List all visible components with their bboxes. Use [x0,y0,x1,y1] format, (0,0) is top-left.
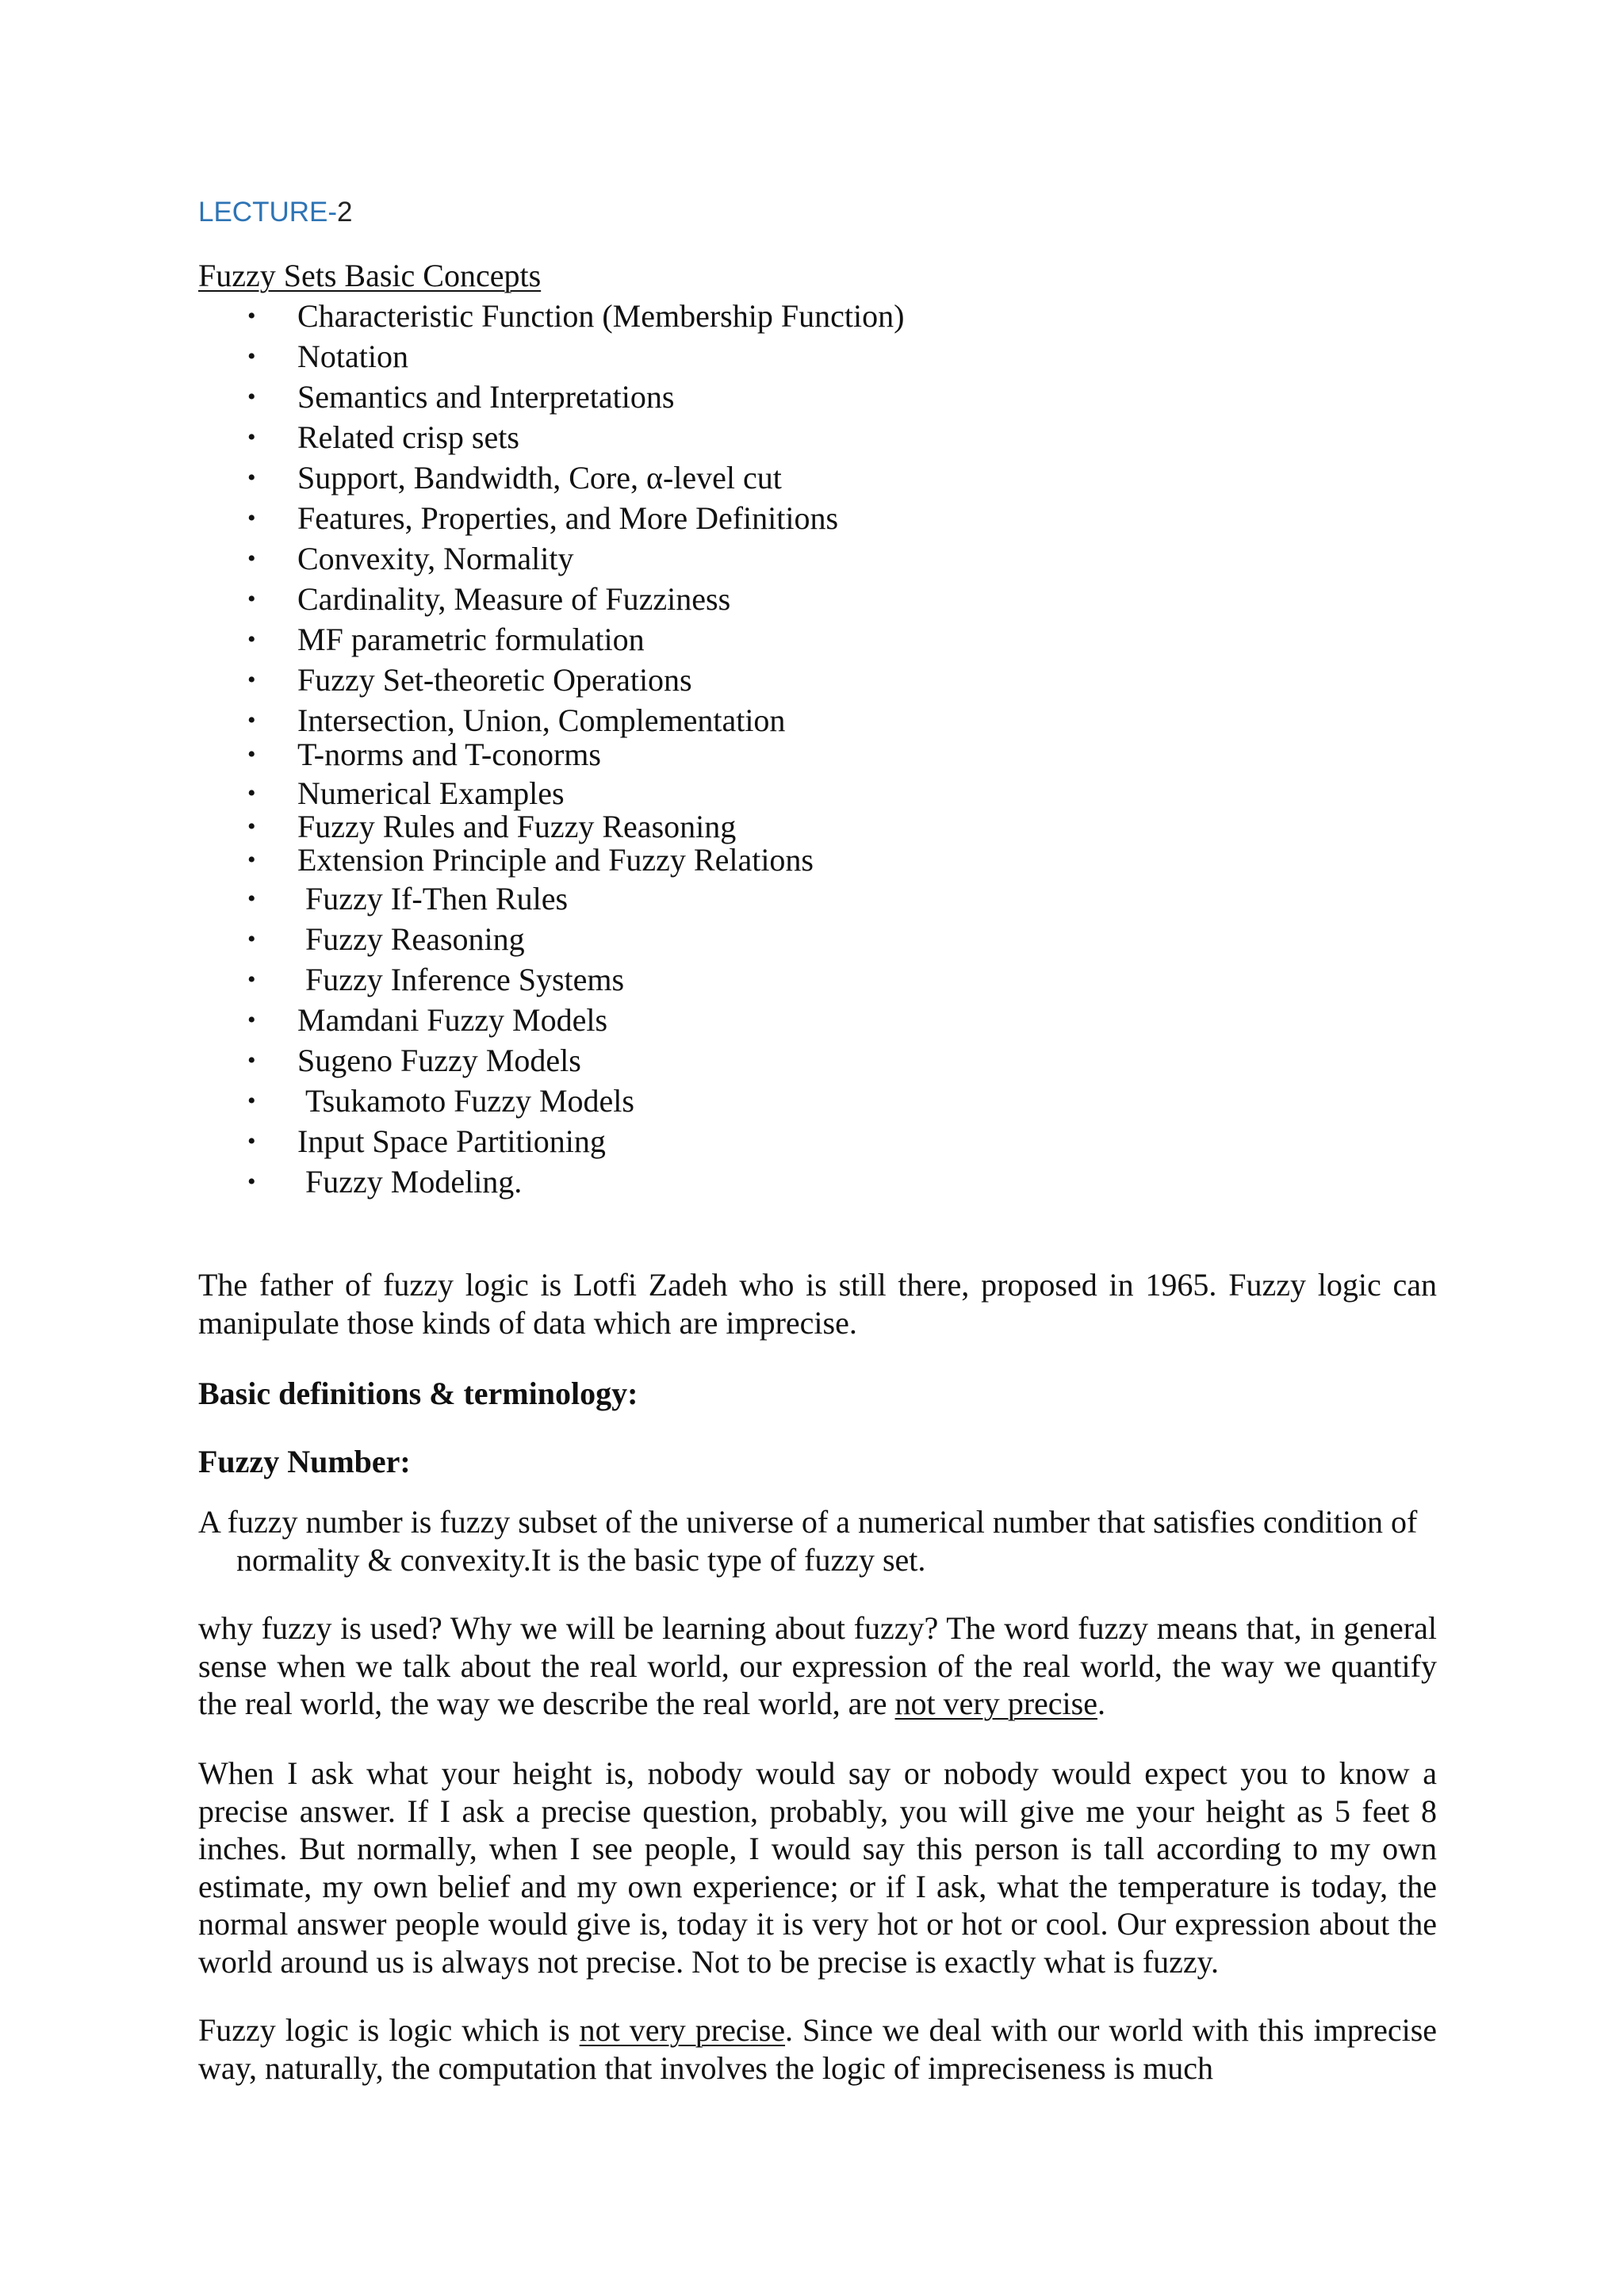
why-fuzzy-text: why fuzzy is used? Why we will be learning about fuzzy? The word fuzzy means that, in general sense when we talk about the real world, our expression of the real world, the way we quantify the real world, the way we describe the real world, are [198,1610,1437,1721]
list-item-text: Fuzzy If-Then Rules [305,881,569,916]
bullet-icon: • [247,1169,256,1195]
bullet-icon: • [247,1128,256,1154]
fuzzy-logic-paragraph [198,2011,1437,2087]
intro-paragraph: The father of fuzzy logic is Lotfi Zadeh who is still there, proposed in 1965. Fuzzy logic can manipulate those kinds of data which are imprecise. [198,1267,1437,1341]
why-fuzzy-end: . [1097,1686,1105,1721]
bullet-icon: • [247,926,256,952]
bullet-icon: • [247,847,256,873]
list-item-text: Fuzzy Modeling. [305,1164,523,1200]
bullet-icon: • [247,966,256,993]
list-item-text: MF parametric formulation [297,622,645,657]
list-item-text: Intersection, Union, Complementation [297,702,786,738]
bullet-icon: • [247,667,256,693]
bullet-icon: • [247,1047,256,1073]
list-item-text: Fuzzy Reasoning [305,921,525,957]
definitions-heading: Basic definitions & terminology: [198,1376,638,1411]
fuzzy-logic-start: Fuzzy logic is logic which is [198,2012,580,2048]
bullet-icon: • [247,1088,256,1114]
list-item-text: Convexity, Normality [297,541,574,576]
bullet-icon: • [247,424,256,450]
bullet-icon: • [247,303,256,329]
bullet-icon: • [247,465,256,491]
list-item-text: Features, Properties, and More Definitions [297,500,839,536]
why-fuzzy-paragraph [198,1609,1437,1723]
list-item-text: Characteristic Function (Membership Function) [297,298,905,334]
section-title: Fuzzy Sets Basic Concepts [198,258,542,293]
list-item-text: T-norms and T-conorms [297,737,601,772]
list-item-text: Fuzzy Set-theoretic Operations [297,662,692,698]
lecture-heading [198,195,353,230]
bullet-icon: • [247,626,256,652]
list-item-text: Tsukamoto Fuzzy Models [305,1083,634,1119]
bullet-icon: • [247,813,256,840]
height-paragraph: When I ask what your height is, nobody would say or nobody would expect you to know a precise answer. If I ask a precise question, probably, you will give me your height as 5 feet 8 inches. But normally, when I see people, I would say this person is tall according to my own estimate, my own belief and my own experience; or if I ask, what the temperature is today, the normal answer people would give is, today it is very hot or hot or cool. Our expression about the world around us is always not precise. Not to be precise is exactly what is fuzzy. [198,1755,1437,1980]
list-item-text: Extension Principle and Fuzzy Relations [297,842,814,878]
list-item-text: Fuzzy Inference Systems [305,962,625,997]
list-item-text: Related crisp sets [297,419,519,455]
bullet-icon: • [247,545,256,572]
lecture-label: LECTURE- [198,197,338,228]
list-item-text: Fuzzy Rules and Fuzzy Reasoning [297,809,737,844]
fuzzy-logic-underlined: not very precise [579,2012,786,2048]
bullet-icon: • [247,1007,256,1033]
bullet-icon: • [247,505,256,531]
bullet-icon: • [247,586,256,612]
bullet-icon: • [247,384,256,410]
bullet-icon: • [247,886,256,912]
list-item-text: Input Space Partitioning [297,1123,606,1159]
bullet-icon: • [247,780,256,806]
fuzzy-number-heading: Fuzzy Number: [198,1444,411,1479]
lecture-number: 2 [337,197,353,228]
fuzzy-number-definition: A fuzzy number is fuzzy subset of the universe of a numerical number that satisfies condition of normality & convexity.It is the basic type of fuzzy set. [198,1504,1418,1578]
list-item-text: Support, Bandwidth, Core, α-level cut [297,460,782,496]
bullet-icon: • [247,707,256,733]
list-item-text: Mamdani Fuzzy Models [297,1002,608,1038]
bullet-icon: • [247,741,256,767]
bullet-icon: • [247,343,256,369]
list-item-text: Numerical Examples [297,775,565,811]
why-fuzzy-underlined: not very precise [894,1686,1097,1721]
fuzzy-logic-rest: . Since we deal with our world with this imprecise way, naturally, the computation that involves the logic of impreciseness is much [198,2012,1438,2086]
list-item-text: Cardinality, Measure of Fuzziness [297,581,731,617]
list-item-text: Notation [297,339,408,374]
list-item-text: Sugeno Fuzzy Models [297,1043,581,1078]
list-item-text: Semantics and Interpretations [297,379,675,415]
